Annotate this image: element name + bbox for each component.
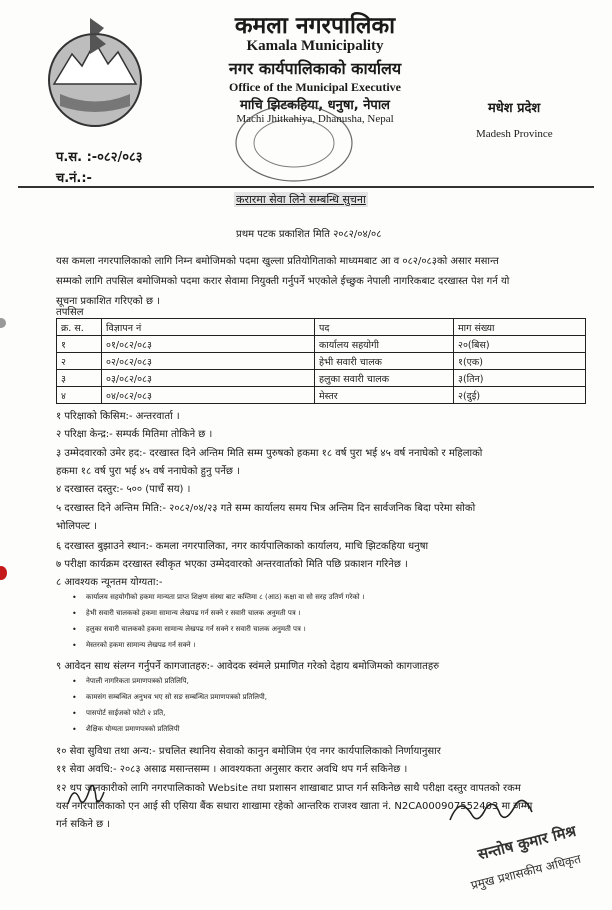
publish-date: प्रथम पटक प्रकाशित मिति २०८२/०४/०८	[236, 229, 382, 240]
qualification-item: • कार्यालय सहयोगीको हकमा मान्यता प्राप्त शिक्षण संस्था बाट कम्तिमा ८ (आठ) कक्षा वा सो सरह उतिर्ण गरेको ।	[86, 593, 364, 602]
age-limit-line-1: ३ उम्मेदवारको उमेर हद:- दरखास्त दिने अन्तिम मिति सम्म पुरुषको हकमा १८ वर्ष पुरा भई ४५ वर्ष ननाघेको र महिलाको	[56, 448, 483, 459]
cell-demand: १(एक)	[454, 353, 586, 370]
vacancy-table	[56, 318, 586, 404]
qualification-item: • हेभी सवारी चालकको हकमा सामान्य लेखपढ गर्न सक्ने र सवारी चालक अनुमती पत्र ।	[86, 609, 301, 618]
address-nepali: माचि झिटकहिया, धनुषा, नेपाल	[240, 98, 390, 113]
age-limit-line-2: हकमा १८ वर्ष पुरा भई ४५ वर्ष ननाघेको हुनु पर्नेछ ।	[56, 466, 240, 477]
province-nepali: मधेश प्रदेश	[488, 101, 541, 116]
cell-sn: ३	[57, 370, 102, 387]
intro-line-3: सूचना प्रकाशित गरिएको छ ।	[56, 296, 160, 307]
application-fee: ४ दरखास्त दस्तुर:- ५०० (पाचँ सय) ।	[56, 484, 191, 495]
notice-title: करारमा सेवा लिने सम्बन्धि सुचना	[236, 193, 366, 206]
cell-post: मेस्तर	[315, 387, 454, 404]
col-header-sn: क्र. स.	[57, 319, 102, 336]
cell-sn: ४	[57, 387, 102, 404]
table-row	[57, 336, 586, 353]
cell-demand: २०(बिस)	[454, 336, 586, 353]
punch-hole	[0, 318, 6, 328]
deadline-line-2: भोलिपल्ट ।	[56, 521, 98, 532]
province-english: Madesh Province	[476, 128, 553, 140]
table-header-row	[57, 319, 586, 336]
cell-sn: १	[57, 336, 102, 353]
officer-name: सन्तोष कुमार मिश्र	[476, 821, 578, 864]
qualification-item: • मेस्तरको हकमा सामान्य लेखपढ गर्न सक्ने ।	[86, 641, 195, 650]
document-item: • नेपाली नागरिकता प्रमाणपत्रको प्रतिलिपि,	[86, 677, 189, 686]
cell-ad-no: ०४/०८२/०८३	[102, 387, 315, 404]
office-name-nepali: कमला नगरपालिका	[234, 13, 396, 39]
document-item: • शैक्षिक योग्यता प्रमाणपत्रको प्रतिलिपी	[86, 725, 180, 734]
municipal-emblem-icon	[40, 14, 150, 134]
more-info-line-3: गर्न सकिने छ ।	[56, 819, 111, 830]
cell-post: हेभी सवारी चालक	[315, 353, 454, 370]
reference-number: प.स. :-०८२/०८३	[56, 150, 143, 165]
punch-hole	[0, 566, 7, 580]
more-info-line-2: यस नगरपालिकाको एन आई सी एसिया बैंक सधारा शाखामा रहेको आन्तरिक राजश्व खाता नं. N2CA000907552403 मा जम्मा	[56, 801, 533, 812]
deadline-line-1: ५ दरखास्त दिने अन्तिम मिति:- २०८२/०४/२३ गते सम्म कार्यालय समय भित्र अन्तिम दिन सार्वजनिक बिदा परेमा सोको	[56, 503, 476, 514]
exam-type: १ परिक्षाको किसिम:- अन्तरवार्ता ।	[56, 411, 180, 422]
office-stamp-icon	[232, 100, 356, 186]
tapsil-label: तपसिल	[56, 307, 84, 318]
table-row	[57, 370, 586, 387]
intro-line-1: यस कमला नगरपालिकाको लागि निम्न बमोजिमको पदमा खुल्ला प्रतियोगिताको माध्यमबाट आ व ०८२/०८३को असार मसान्त	[56, 256, 499, 267]
documents-heading: ९ आवेदन साथ संलग्न गर्नुपर्ने कागजातहरु:- आवेदक स्वंमले प्रमाणित गरेको देहाय बमोजिमको कागजातहरु	[56, 661, 440, 672]
exam-center: २ परिक्षा केन्द्र:- सम्पर्क मितिमा तोकिने छ ।	[56, 429, 213, 440]
cell-ad-no: ०१/०८२/०८३	[102, 336, 315, 353]
service-period: ११ सेवा अवधि:- २०८३ असाढ मसान्तसम्म । आवश्यकता अनुसार करार अवधि थप गर्न सकिनेछ ।	[56, 764, 408, 775]
cell-ad-no: ०२/०८२/०८३	[102, 353, 315, 370]
col-header-post: पद	[315, 319, 454, 336]
qualification-item: • हलुका सवारी चालकको हकमा सामान्य लेखपढ गर्न सक्ने र सवारी चालक अनुमती पत्र ।	[86, 625, 306, 634]
officer-title: प्रमुख प्रशासकीय अधिकृत	[469, 851, 583, 893]
initials-signature-icon	[64, 778, 110, 812]
more-info-line-1: १२ थप जानकारीको लागि नगरपालिकाको Website तथा प्रशासन शाखाबाट प्राप्त गर्न सकिनेछ साथै परीक्षा दस्तुर वापतको रकम	[56, 783, 521, 794]
service-benefits: १० सेवा सुविधा तथा अन्य:- प्रचलित स्थानिय सेवाको कानुन बमोजिम एंव नगर कार्यपालिकाको निर्णायानुसार	[56, 746, 441, 757]
col-header-demand: माग संख्या	[454, 319, 586, 336]
qualifications-heading: ८ आवश्यक न्यूनतम योग्यता:-	[56, 577, 163, 588]
executive-office-english: Office of the Municipal Executive	[229, 80, 401, 94]
header-divider	[18, 186, 594, 188]
col-header-ad-no: विज्ञापन नं	[102, 319, 315, 336]
cell-demand: ३(तिन)	[454, 370, 586, 387]
cell-ad-no: ०३/०८२/०८३	[102, 370, 315, 387]
cell-post: कार्यालय सहयोगी	[315, 336, 454, 353]
office-name-english: Kamala Municipality	[246, 38, 384, 54]
table-row	[57, 387, 586, 404]
intro-line-2: सम्मको लागि तपसिल बमोजिमको पदमा करार सेवामा नियुक्ती गर्नुपर्ने भएकोले ईच्छुक नेपाली नागरिकबाट दरखास्त पेश गर्न यो	[56, 276, 510, 287]
cell-demand: २(दुई)	[454, 387, 586, 404]
exam-schedule: ७ परीक्षा कार्यक्रम दरखास्त स्वीकृत भएका उम्मेदवारको अन्तरवार्ताको मिति पछि प्रकाशन गरिनेछ ।	[56, 559, 408, 570]
executive-office-nepali: नगर कार्यपालिकाको कार्यालय	[228, 59, 402, 78]
document-item: • पासपोर्ट साईजको फोटो २ प्रति,	[86, 709, 165, 718]
cell-post: हलुका सवारी चालक	[315, 370, 454, 387]
intro-paragraph	[56, 252, 586, 312]
table-row	[57, 353, 586, 370]
cell-sn: २	[57, 353, 102, 370]
submission-place: ६ दरखास्त बुझाउने स्थान:- कमला नगरपालिका, नगर कार्यपालिकाको कार्यालय, माचि झिटकहिया धनुषा	[56, 541, 429, 552]
document-item: • कामसंग सम्बन्धित अनुभव भए सो सङ सम्बन्धित प्रमाणपत्रको प्रतिलिपी,	[86, 693, 267, 702]
dispatch-number: च.नं.:-	[56, 171, 92, 186]
officer-signature-stamp-icon	[420, 790, 600, 905]
address-english: Machi Jhitkahiya, Dhanusha, Nepal	[236, 113, 394, 125]
